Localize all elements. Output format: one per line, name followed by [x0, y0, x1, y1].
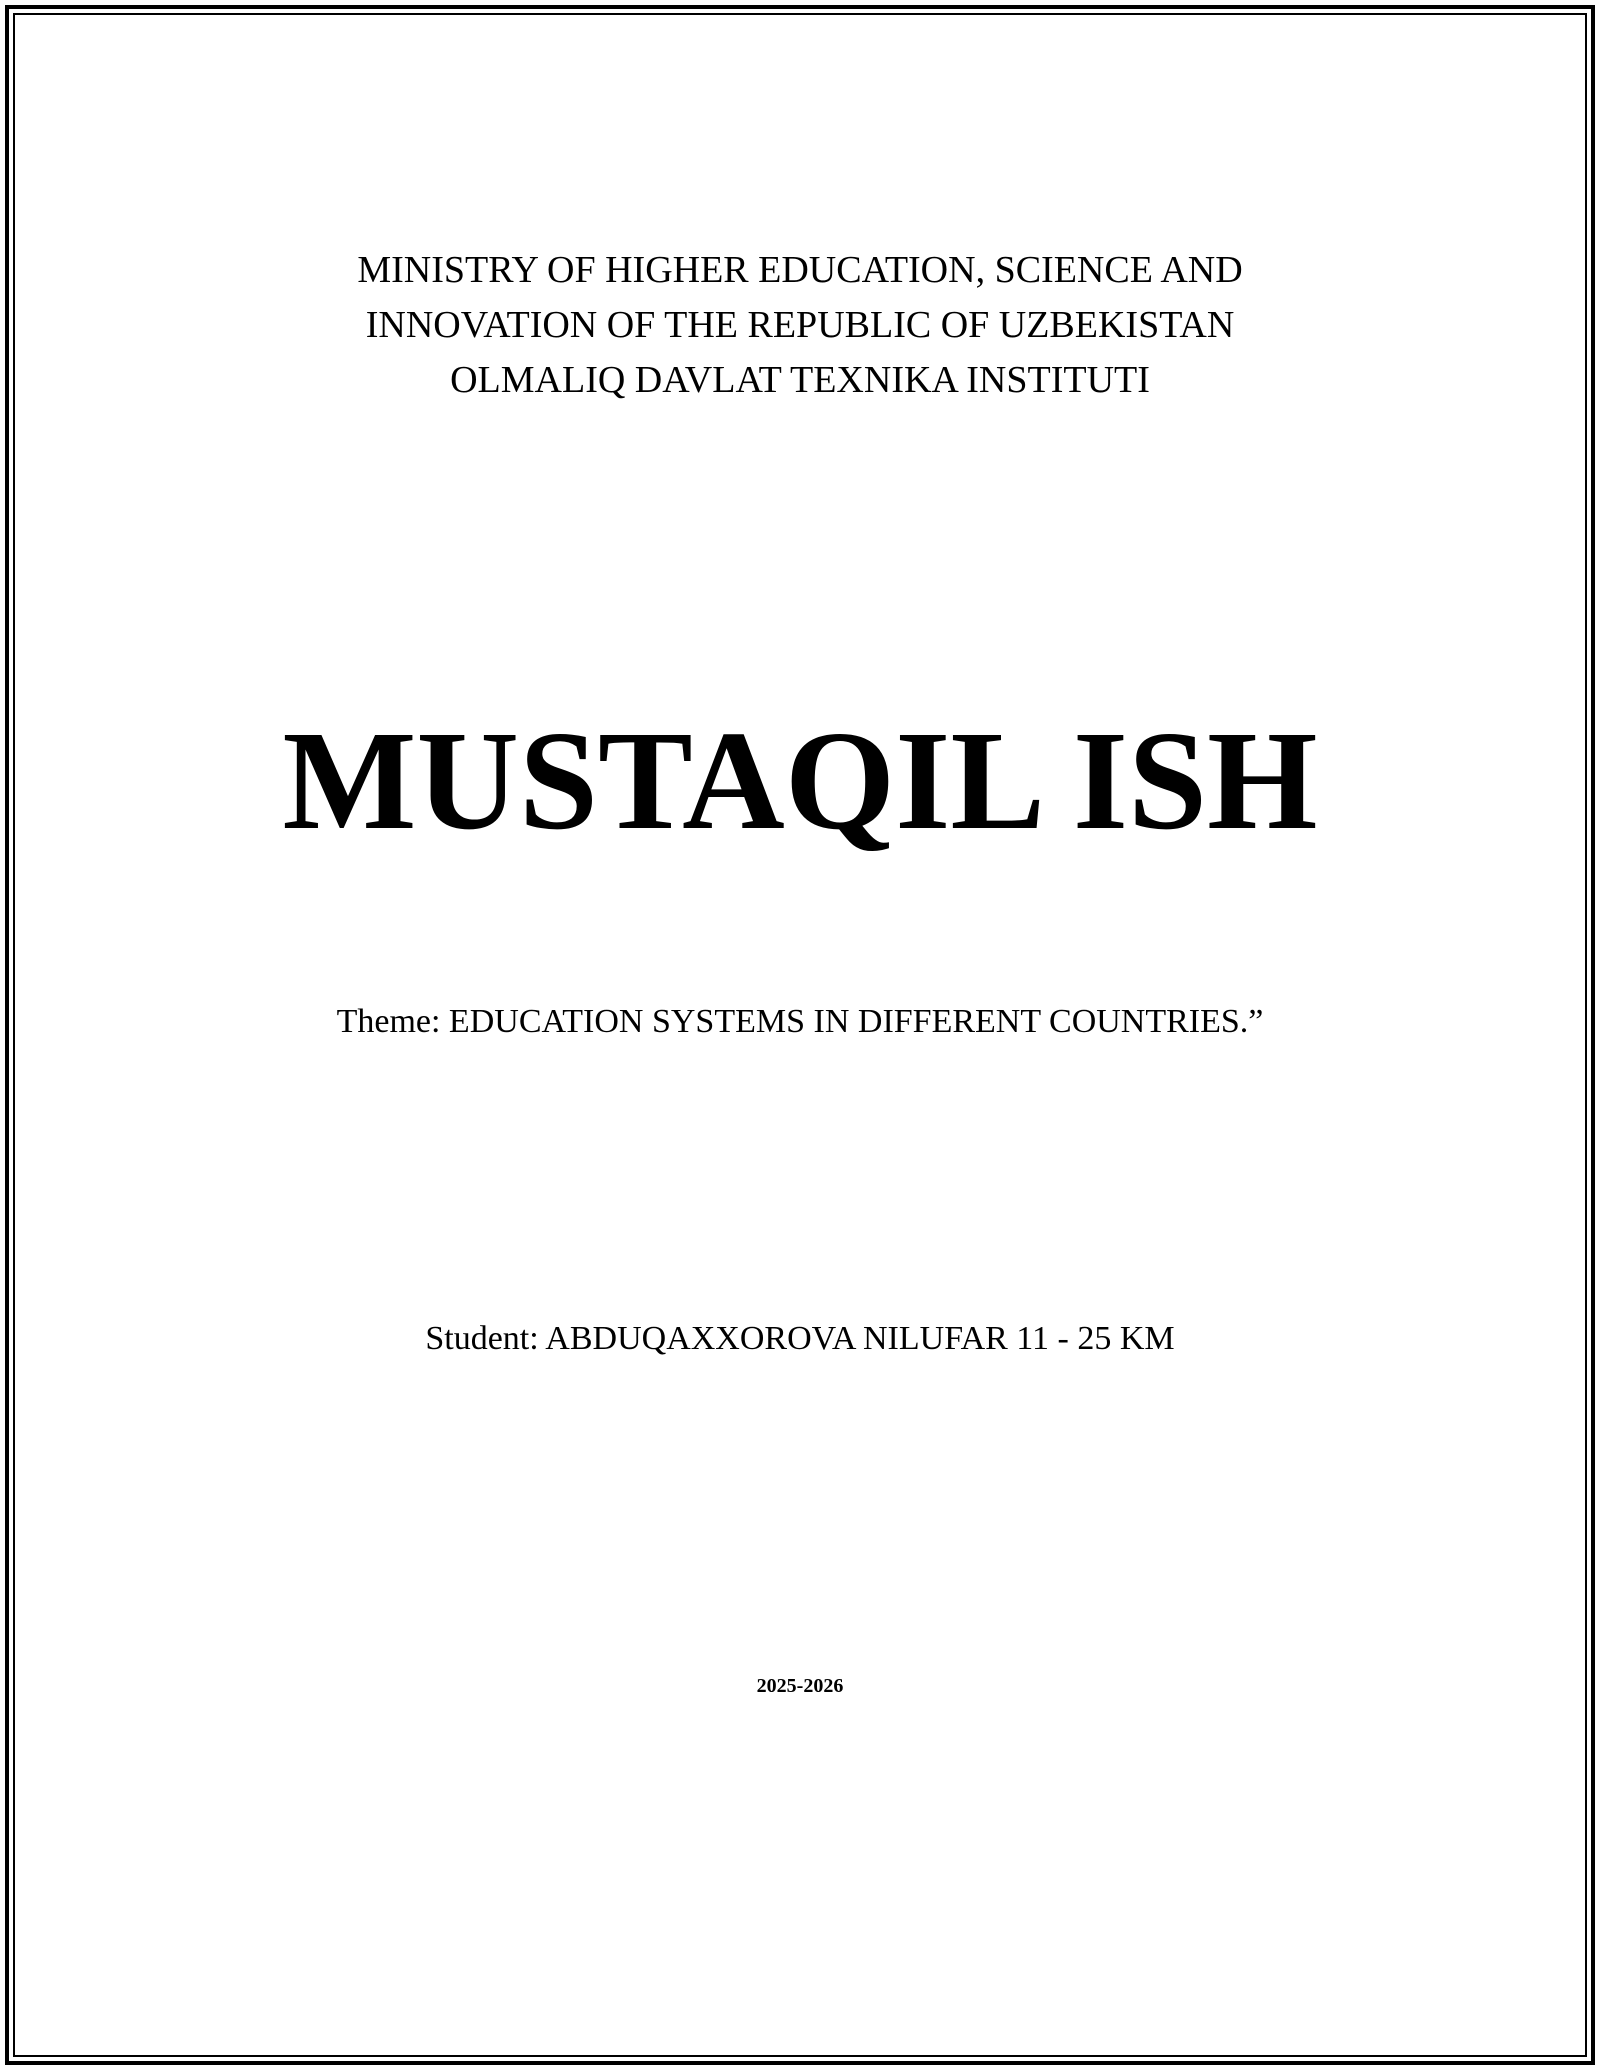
header-line-republic: INNOVATION OF THE REPUBLIC OF UZBEKISTAN — [365, 304, 1235, 346]
document-theme: Theme: EDUCATION SYSTEMS IN DIFFERENT COUNTRIES.” — [336, 1003, 1264, 1040]
student-info: Student: ABDUQAXXOROVA NILUFAR 11 - 25 KM — [425, 1320, 1175, 1357]
institution-header — [0, 243, 1600, 408]
header-line-ministry: MINISTRY OF HIGHER EDUCATION, SCIENCE AND — [357, 249, 1243, 291]
document-title: MUSTAQIL ISH — [282, 701, 1318, 859]
academic-year: 2025-2026 — [756, 1675, 844, 1697]
header-line-institute: OLMALIQ DAVLAT TEXNIKA INSTITUTI — [450, 359, 1150, 401]
